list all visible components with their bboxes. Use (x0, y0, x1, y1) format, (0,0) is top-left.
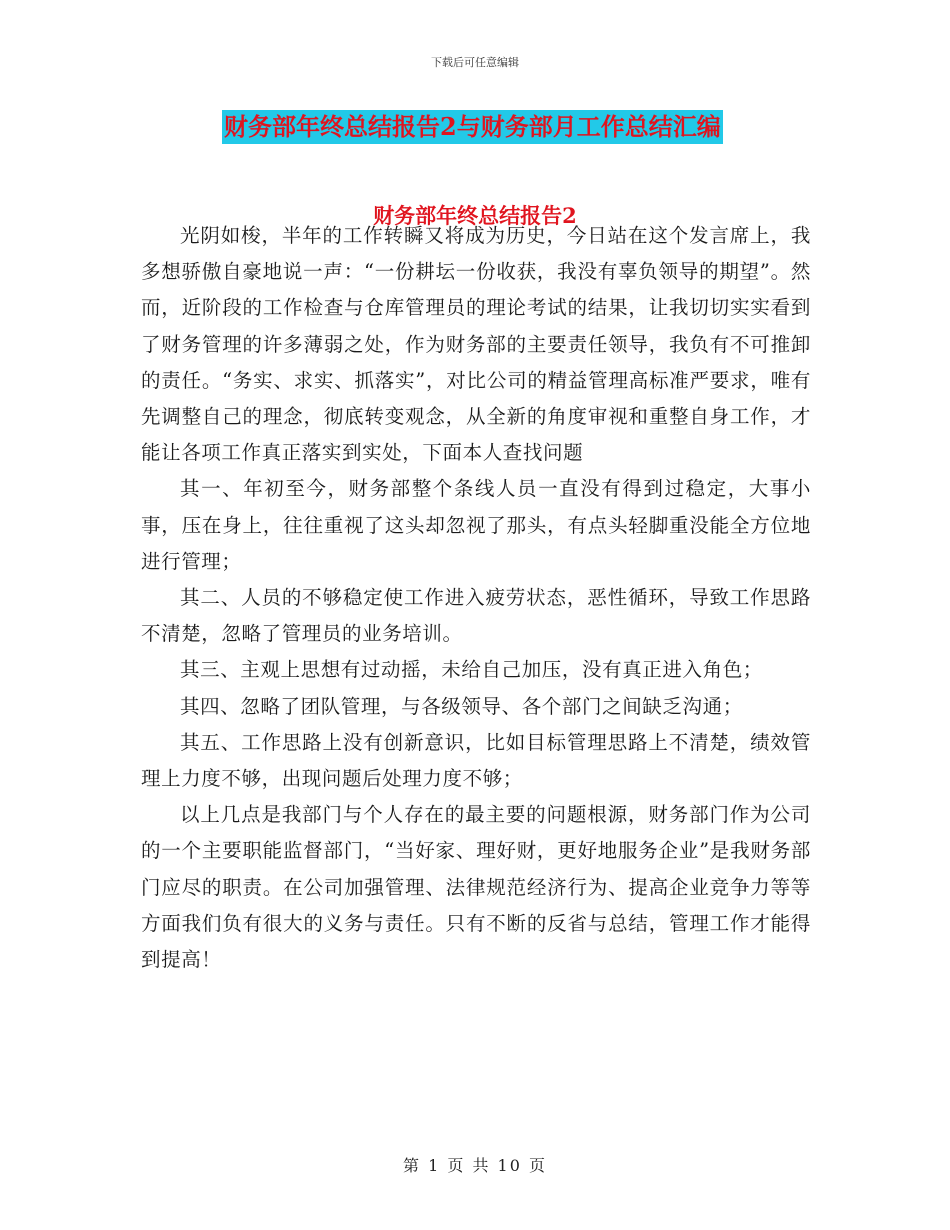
paragraph-issue-5: 其五、工作思路上没有创新意识，比如目标管理思路上不清楚，绩效管理上力度不够，出现问题后处理力度不够； (141, 730, 811, 791)
paragraph-conclusion: 以上几点是我部门与个人存在的最主要的问题根源，财务部门作为公司的一个主要职能监督部门，“当好家、理好财，更好地服务企业”是我财务部门应尽的职责。在公司加强管理、法律规范经济行为、提高企业竞争力等等方面我们负有很大的义务与责任。只有不断的反省与总结，管理工作才能得到提高！ (141, 803, 811, 972)
document-title: 财务部年终总结报告2与财务部月工作总结汇编 (222, 110, 723, 144)
header-note: 下载后可任意编辑 (431, 56, 519, 69)
body-text (141, 218, 811, 978)
paragraph-issue-2: 其二、人员的不够稳定使工作进入疲劳状态，恶性循环，导致工作思路不清楚，忽略了管理员的业务培训。 (141, 586, 811, 646)
paragraph-issue-1: 其一、年初至今，财务部整个条线人员一直没有得到过稳定，大事小事，压在身上，往往重视了这头却忽视了那头，有点头轻脚重没能全方位地进行管理； (141, 477, 811, 573)
page-number: 第 1 页 共 10 页 (403, 1156, 547, 1175)
paragraph-intro: 光阴如梭，半年的工作转瞬又将成为历史，今日站在这个发言席上，我多想骄傲自豪地说一声：“一份耕坛一份收获，我没有辜负领导的期望”。然而，近阶段的工作检查与仓库管理员的理论考试的结果，让我切切实实看到了财务管理的许多薄弱之处，作为财务部的主要责任领导，我负有不可推卸的责任。“务实、求实、抓落实”，对比公司的精益管理高标准严要求，唯有先调整自己的理念，彻底转变观念，从全新的角度审视和重整自身工作，才能让各项工作真正落实到实处，下面本人查找问题 (141, 224, 811, 465)
paragraph-issue-4: 其四、忽略了团队管理，与各级领导、各个部门之间缺乏沟通； (180, 694, 743, 718)
section-title: 财务部年终总结报告2 (373, 203, 577, 228)
paragraph-issue-3: 其三、主观上思想有过动摇，未给自己加压，没有真正进入角色； (180, 658, 763, 682)
